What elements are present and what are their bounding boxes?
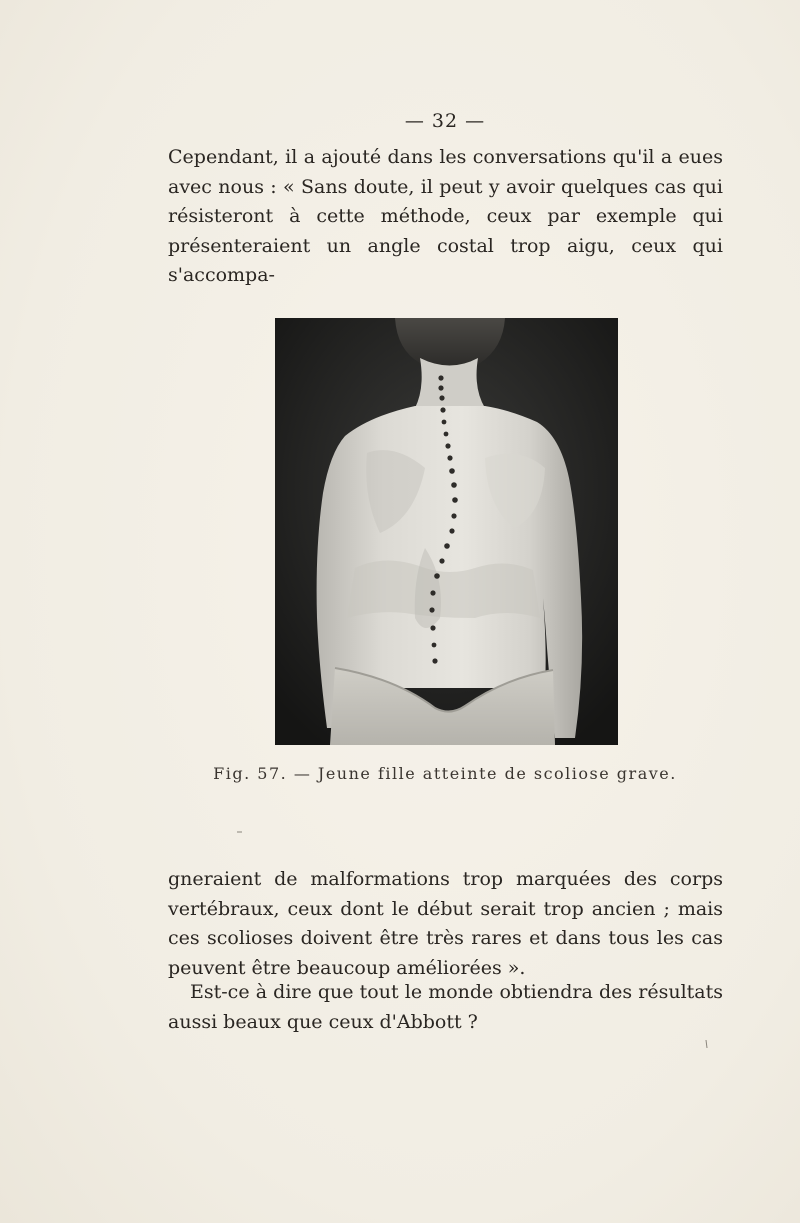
paragraph-3: Est-ce à dire que tout le monde obtiendra des résultats aussi beaux que ceux d'Abbott ?: [168, 981, 723, 1033]
figure-caption: Fig. 57. — Jeune fille atteinte de scoliose grave.: [213, 764, 677, 783]
paragraph-1: Cependant, il a ajouté dans les conversations qu'il a eues avec nous : « Sans doute, il peut y avoir quelques cas qui résisteront à cette méthode, ceux par exemple qui présenteraient un angle costal trop aigu, ceux qui s'accompa-: [168, 146, 723, 286]
page-number: — 32 —: [404, 110, 486, 132]
paragraph-2: gneraient de malformations trop marquées des corps vertébraux, ceux dont le début serait trop ancien ; mais ces scolioses doivent être très rares et dans tous les cas peuvent être beaucoup améliorées ».: [168, 868, 723, 979]
